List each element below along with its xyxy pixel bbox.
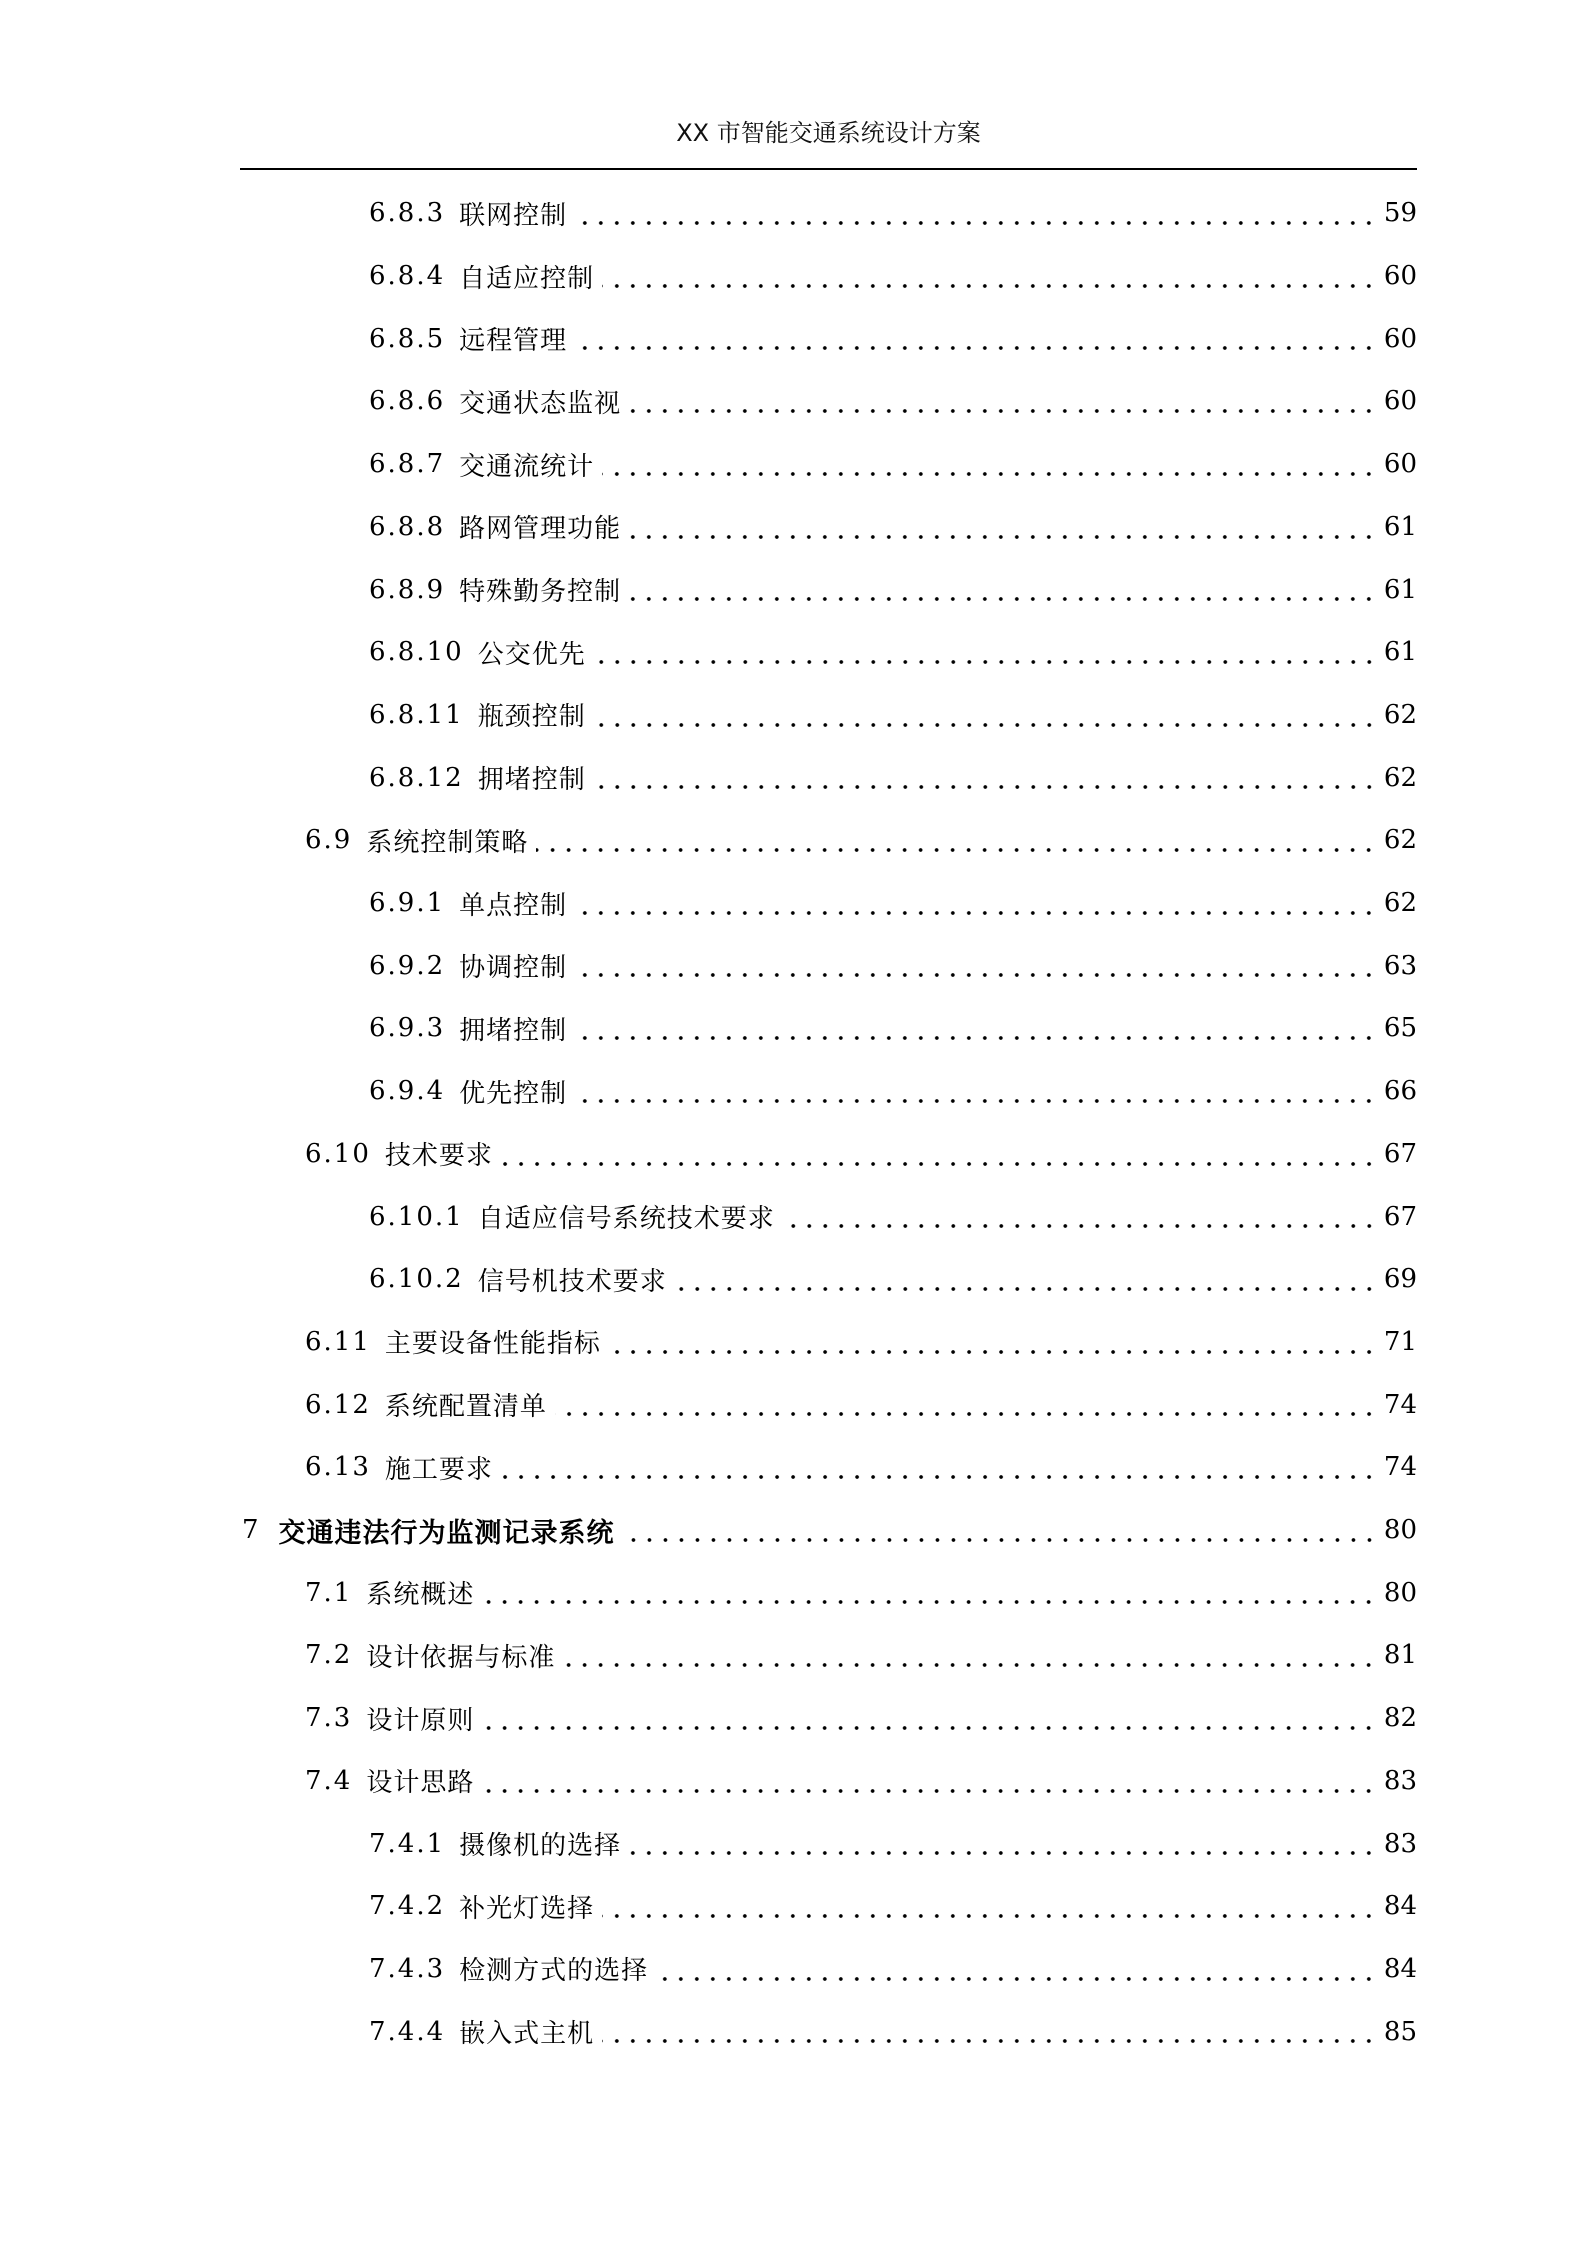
- toc-entry-6-11[interactable]: [0, 1311, 1587, 1374]
- dot-leader: [575, 872, 1377, 935]
- toc-entry-page: 67: [1383, 1201, 1417, 1232]
- toc-entry-6-8-10[interactable]: [0, 621, 1587, 684]
- toc-entry-page: 81: [1383, 1640, 1417, 1671]
- toc-entry-6-9-1[interactable]: [0, 872, 1587, 935]
- dot-leader: [602, 1875, 1377, 1938]
- toc-entry-number: 6.8.9: [369, 574, 446, 605]
- toc-entry-number: 6.11: [305, 1326, 371, 1357]
- toc-entry-title: 施工要求: [384, 1454, 493, 1485]
- toc-entry-6-9-4[interactable]: [0, 1060, 1587, 1123]
- toc-entry-6-10-1[interactable]: [0, 1185, 1587, 1248]
- dot-leader: [629, 496, 1377, 559]
- toc-entry-title: 联网控制: [459, 200, 568, 231]
- toc-entry-title: 检测方式的选择: [459, 1956, 649, 1987]
- toc-entry-page: 67: [1383, 1138, 1417, 1169]
- toc-entry-page: 60: [1383, 449, 1417, 480]
- toc-entry-7-4-3[interactable]: [0, 1938, 1587, 2001]
- toc-entry-6-10[interactable]: [0, 1123, 1587, 1186]
- toc-entry-title: 协调控制: [459, 953, 568, 984]
- toc-entry-number: 7.4.2: [369, 1891, 446, 1922]
- toc-entry-title: 信号机技术要求: [477, 1266, 667, 1297]
- toc-entry-page: 60: [1383, 323, 1417, 354]
- toc-entry-number: 6.9.2: [369, 950, 446, 981]
- dot-leader: [594, 621, 1377, 684]
- toc-entry-page: 66: [1383, 1076, 1417, 1107]
- toc-entry-number: 6.8.8: [369, 511, 446, 542]
- toc-entry-page: 60: [1383, 386, 1417, 417]
- toc-entry-number: 7.4: [305, 1765, 353, 1796]
- toc-entry-number: 7.2: [305, 1640, 353, 1671]
- toc-entry-7-1[interactable]: [0, 1561, 1587, 1624]
- toc-entry-page: 74: [1383, 1452, 1417, 1483]
- toc-entry-title: 远程管理: [459, 326, 568, 357]
- toc-entry-page: 85: [1383, 2016, 1417, 2047]
- toc-entry-title: 嵌入式主机: [459, 2019, 595, 2050]
- toc-entry-title: 系统概述: [366, 1580, 475, 1611]
- toc-entry-number: 6.9.4: [369, 1076, 446, 1107]
- toc-entry-page: 62: [1383, 888, 1417, 919]
- toc-entry-page: 61: [1383, 511, 1417, 542]
- toc-entry-title: 补光灯选择: [459, 1893, 595, 1924]
- toc-entry-number: 7.3: [305, 1703, 353, 1734]
- dot-leader: [536, 809, 1377, 872]
- dot-leader: [575, 1060, 1377, 1123]
- toc-entry-6-8-8[interactable]: [0, 496, 1587, 559]
- dot-leader: [563, 1624, 1377, 1687]
- toc-entry-6-8-5[interactable]: [0, 307, 1587, 370]
- toc-entry-number: 6.8.11: [369, 699, 464, 730]
- toc-entry-title: 优先控制: [459, 1078, 568, 1109]
- toc-entry-page: 63: [1383, 950, 1417, 981]
- toc-entry-page: 84: [1383, 1891, 1417, 1922]
- toc-entry-page: 60: [1383, 261, 1417, 292]
- toc-entry-number: 7: [242, 1515, 261, 1546]
- toc-entry-number: 7.4.1: [369, 1828, 446, 1859]
- toc-entry-title: 设计原则: [366, 1705, 475, 1736]
- toc-entry-6-8-12[interactable]: [0, 746, 1587, 809]
- toc-entry-page: 62: [1383, 699, 1417, 730]
- dot-leader: [629, 370, 1377, 433]
- toc-entry-6-9-3[interactable]: [0, 997, 1587, 1060]
- toc-entry-title: 技术要求: [384, 1141, 493, 1172]
- toc-entry-title: 系统配置清单: [384, 1392, 547, 1423]
- toc-entry-title: 交通违法行为监测记录系统: [278, 1517, 615, 1549]
- dot-leader: [575, 182, 1377, 245]
- toc-entry-title: 瓶颈控制: [477, 702, 586, 733]
- toc-entry-page: 61: [1383, 637, 1417, 668]
- toc-entry-6-8-9[interactable]: [0, 558, 1587, 621]
- toc-entry-page: 69: [1383, 1264, 1417, 1295]
- toc-entry-title: 路网管理功能: [459, 514, 622, 545]
- toc-entry-number: 6.12: [305, 1389, 371, 1420]
- toc-entry-7-4[interactable]: [0, 1750, 1587, 1813]
- dot-leader: [575, 307, 1377, 370]
- toc-entry-6-8-3[interactable]: [0, 182, 1587, 245]
- dot-leader: [575, 997, 1377, 1060]
- toc-entry-page: 62: [1383, 825, 1417, 856]
- toc-entry-number: 6.8.3: [369, 198, 446, 229]
- toc-entry-page: 80: [1383, 1515, 1417, 1546]
- toc-entry-6-13[interactable]: [0, 1436, 1587, 1499]
- toc-entry-7-4-2[interactable]: [0, 1875, 1587, 1938]
- dot-leader: [555, 1373, 1377, 1436]
- toc-entry-7-4-1[interactable]: [0, 1812, 1587, 1875]
- toc-entry-title: 单点控制: [459, 890, 568, 921]
- dot-leader: [609, 1311, 1377, 1374]
- dot-leader: [656, 1938, 1377, 2001]
- toc-entry-number: 6.8.7: [369, 449, 446, 480]
- toc-entry-number: 7.4.4: [369, 2016, 446, 2047]
- toc-entry-title: 拥堵控制: [459, 1015, 568, 1046]
- toc-entry-7-2[interactable]: [0, 1624, 1587, 1687]
- dot-leader: [783, 1185, 1377, 1248]
- toc-entry-page: 80: [1383, 1577, 1417, 1608]
- toc-entry-page: 61: [1383, 574, 1417, 605]
- dot-leader: [602, 245, 1377, 308]
- toc-entry-title: 设计思路: [366, 1768, 475, 1799]
- toc-entry-title: 交通流统计: [459, 451, 595, 482]
- toc-entry-number: 7.1: [305, 1577, 353, 1608]
- toc-entry-6-10-2[interactable]: [0, 1248, 1587, 1311]
- toc-entry-page: 74: [1383, 1389, 1417, 1420]
- running-header: XX 市智能交通系统设计方案: [676, 119, 981, 147]
- toc-entry-title: 拥堵控制: [477, 765, 586, 796]
- toc-entry-number: 6.8.5: [369, 323, 446, 354]
- toc-entry-number: 6.10: [305, 1138, 371, 1169]
- toc-entry-number: 6.10.2: [369, 1264, 464, 1295]
- dot-leader: [482, 1750, 1377, 1813]
- dot-leader: [482, 1561, 1377, 1624]
- toc-entry-6-9-2[interactable]: [0, 934, 1587, 997]
- toc-entry-page: 84: [1383, 1953, 1417, 1984]
- toc-entry-title: 交通状态监视: [459, 388, 622, 419]
- toc-entry-6-8-4[interactable]: [0, 245, 1587, 308]
- toc-entry-page: 82: [1383, 1703, 1417, 1734]
- toc-entry-title: 自适应信号系统技术要求: [477, 1204, 775, 1235]
- toc-entry-page: 83: [1383, 1765, 1417, 1796]
- toc-entry-title: 设计依据与标准: [366, 1642, 556, 1673]
- toc-entry-6-8-6[interactable]: [0, 370, 1587, 433]
- dot-leader: [629, 1812, 1377, 1875]
- toc-entry-6-12[interactable]: [0, 1373, 1587, 1436]
- dot-leader: [594, 684, 1377, 747]
- dot-leader: [501, 1123, 1377, 1186]
- toc-entry-title: 自适应控制: [459, 263, 595, 294]
- dot-leader: [602, 433, 1377, 496]
- toc-entry-7[interactable]: [0, 1499, 1587, 1562]
- toc-entry-6-9[interactable]: [0, 809, 1587, 872]
- dot-leader: [501, 1436, 1377, 1499]
- toc-entry-number: 6.9.1: [369, 888, 446, 919]
- toc-entry-7-4-4[interactable]: [0, 2000, 1587, 2063]
- toc-entry-number: 6.8.10: [369, 637, 464, 668]
- toc-entry-number: 6.8.4: [369, 261, 446, 292]
- toc-entry-number: 6.9: [305, 825, 353, 856]
- toc-entry-number: 6.9.3: [369, 1013, 446, 1044]
- toc-entry-6-8-7[interactable]: [0, 433, 1587, 496]
- header-divider: [240, 168, 1417, 170]
- dot-leader: [623, 1499, 1377, 1562]
- dot-leader: [675, 1248, 1377, 1311]
- toc-entry-title: 摄像机的选择: [459, 1831, 622, 1862]
- toc-entry-title: 主要设备性能指标: [384, 1329, 601, 1360]
- toc-entry-page: 83: [1383, 1828, 1417, 1859]
- toc-entry-number: 7.4.3: [369, 1953, 446, 1984]
- toc-entry-title: 公交优先: [477, 639, 586, 670]
- toc-entry-number: 6.8.6: [369, 386, 446, 417]
- toc-entry-title: 特殊勤务控制: [459, 577, 622, 608]
- toc-entry-number: 6.13: [305, 1452, 371, 1483]
- toc-entry-number: 6.10.1: [369, 1201, 464, 1232]
- toc-entry-page: 65: [1383, 1013, 1417, 1044]
- toc-entry-6-8-11[interactable]: [0, 684, 1587, 747]
- dot-leader: [482, 1687, 1377, 1750]
- toc-entry-7-3[interactable]: [0, 1687, 1587, 1750]
- toc-entry-page: 62: [1383, 762, 1417, 793]
- toc-entry-title: 系统控制策略: [366, 827, 529, 858]
- toc-entry-page: 59: [1383, 198, 1417, 229]
- toc-entry-page: 71: [1383, 1326, 1417, 1357]
- toc-entry-number: 6.8.12: [369, 762, 464, 793]
- dot-leader: [602, 2000, 1377, 2063]
- dot-leader: [629, 558, 1377, 621]
- dot-leader: [575, 934, 1377, 997]
- dot-leader: [594, 746, 1377, 809]
